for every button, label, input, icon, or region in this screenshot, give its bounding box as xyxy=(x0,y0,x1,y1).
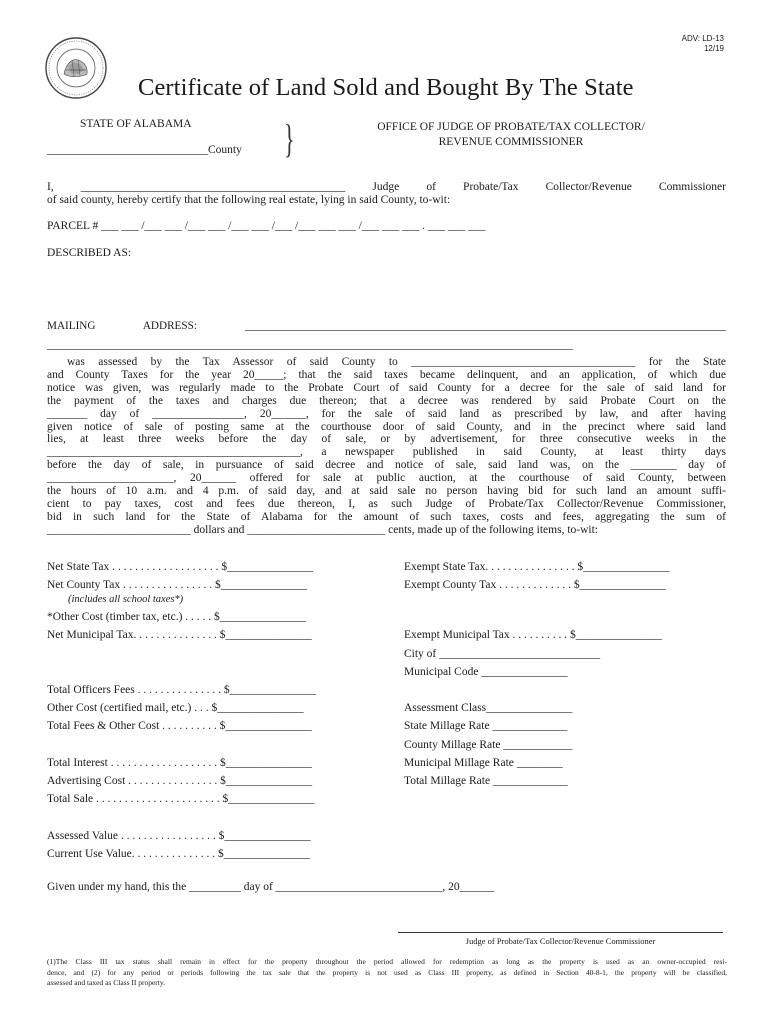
fee-item-field[interactable]: Total Interest . . . . . . . . . . . . . . . . . . . $_______________ xyxy=(47,757,312,769)
signature-line[interactable] xyxy=(398,932,723,933)
described-as-label: DESCRIBED AS: xyxy=(47,247,132,259)
exempt-item-field[interactable]: County Millage Rate ____________ xyxy=(404,739,573,751)
body-line: ____________________________________________, a newspaper published in said County, at least thirty days xyxy=(47,446,726,459)
footnote-line: (1)The Class III tax status shall remain in effect for the property throughout the period allowed for redemption as long as the property is used as an owner-occupied resi- xyxy=(47,957,727,966)
certify-line-2: of said county, hereby certify that the following real estate, lying in said County, to-wit: xyxy=(47,194,451,206)
body-line: and County Taxes for the year 20_____; that the said taxes became delinquent, and an application, of which due xyxy=(47,368,726,381)
exempt-item-field[interactable]: Assessment Class_______________ xyxy=(404,702,573,714)
fee-item-field[interactable]: Total Sale . . . . . . . . . . . . . . . . . . . . . . $_______________ xyxy=(47,793,315,805)
fee-item-field[interactable]: *Other Cost (timber tax, etc.) . . . . . $_______________ xyxy=(47,611,307,623)
exempt-item-field[interactable]: Municipal Code _______________ xyxy=(404,666,568,678)
fee-item-field[interactable]: Assessed Value . . . . . . . . . . . . . . . . . $_______________ xyxy=(47,830,311,842)
body-line: notice was given, was regularly made to the Probate Court of said County for a decree for the sale of said land for xyxy=(47,381,726,394)
body-line: _______ day of ________________, 20______, for the sale of said land as prescribed by law, and after having xyxy=(47,407,726,420)
fee-item-field[interactable]: Other Cost (certified mail, etc.) . . . $_______________ xyxy=(47,702,304,714)
state-label: STATE OF ALABAMA xyxy=(80,118,192,130)
exempt-item-field[interactable]: State Millage Rate _____________ xyxy=(404,720,568,732)
fee-item-field[interactable]: Net County Tax . . . . . . . . . . . . . . . . $_______________ xyxy=(47,579,307,591)
page-title: Certificate of Land Sold and Bought By The State xyxy=(138,74,634,101)
body-line: the payment of the taxes and charges due thereon; that a decree was rendered by said Probate Court on the xyxy=(47,394,726,407)
fee-item-field[interactable]: Total Officers Fees . . . . . . . . . . . . . . . $_______________ xyxy=(47,684,316,696)
exempt-item-field[interactable]: Exempt Municipal Tax . . . . . . . . . . $_______________ xyxy=(404,629,663,641)
exempt-item-field[interactable]: Exempt County Tax . . . . . . . . . . . . . $_______________ xyxy=(404,579,666,591)
brace-divider: } xyxy=(284,116,295,161)
body-line: the hours of 10 a.m. and 4 p.m. of said day, and at said sale no person having bid for such land an amount suffi- xyxy=(47,485,726,497)
given-under-hand-field[interactable]: Given under my hand, this the _________ day of _____________________________, 20______ xyxy=(47,881,495,893)
fee-item-field[interactable]: Total Fees & Other Cost . . . . . . . . . . $_______________ xyxy=(47,720,312,732)
fee-item-field[interactable]: Advertising Cost . . . . . . . . . . . . . . . . $_______________ xyxy=(47,775,313,787)
form-id xyxy=(682,34,724,54)
certify-line-1[interactable]: I, ______________________________________________ Judge of Probate/Tax Collector/Revenue Commissioner xyxy=(47,181,726,193)
footnote xyxy=(47,957,727,989)
county-tax-note: (includes all school taxes*) xyxy=(68,594,184,605)
exempt-item-field[interactable]: Total Millage Rate _____________ xyxy=(404,775,568,787)
body-line: bid in such land for the State of Alabama for the amount of such taxes, costs and fees, aggregating the sum of xyxy=(47,510,726,523)
body-line: was assessed by the Tax Assessor of said County to _______________________________________ for the State xyxy=(67,356,726,368)
form-date: 12/19 xyxy=(703,44,724,53)
body-line: cient to pay taxes, cost and fees due thereon, I, as such Judge of Probate/Tax Collector/Revenue Commissioner, xyxy=(47,497,726,510)
fee-item-field[interactable]: Net State Tax . . . . . . . . . . . . . . . . . . . $_______________ xyxy=(47,561,314,573)
county-field[interactable]: ____________________________County xyxy=(47,144,242,156)
office-line-2: REVENUE COMMISSIONER xyxy=(438,136,584,148)
footnote-line: assessed and taxed as Class II property. xyxy=(47,978,166,987)
body-line: given notice of sale of posting same at the courthouse door of said County, and in the precinct where said land xyxy=(47,420,726,433)
state-seal-icon xyxy=(44,36,108,100)
parcel-number-field[interactable]: PARCEL # ___ ___ /___ ___ /___ ___ /___ ___ /___ /___ ___ ___ /___ ___ ___ . ___ ___ ___ xyxy=(47,220,486,232)
exempt-item-field[interactable]: Municipal Millage Rate ________ xyxy=(404,757,563,769)
office-line-1: OFFICE OF JUDGE OF PROBATE/TAX COLLECTOR/ xyxy=(377,121,645,133)
footnote-line: dence, and (2) for any period or periods following the tax sale that the property is not used as Class III property, as defined in Section 40-8-1, the property will be classified, xyxy=(47,967,727,977)
body-line: ______________________, 20______ offered for sale at public auction, at the courthouse of said County, between xyxy=(47,472,726,485)
form-code: ADV: LD-13 xyxy=(681,34,724,43)
body-line: lies, at least three weeks before the day of sale, or by advertisement, for three consecutive weeks in the xyxy=(47,433,726,446)
body-line: before the day of sale, in pursuance of said decree and notice of sale, said land was, on the ________ day of xyxy=(47,459,726,472)
fee-item-field[interactable]: Current Use Value. . . . . . . . . . . . . . . $_______________ xyxy=(47,848,310,860)
mailing-address-field[interactable]: MAILING ADDRESS: ______________________________________________________________________________________ xyxy=(47,320,726,332)
fee-item-field[interactable]: Net Municipal Tax. . . . . . . . . . . . . . . $_______________ xyxy=(47,629,312,641)
exempt-item-field[interactable]: Exempt State Tax. . . . . . . . . . . . . . . . $_______________ xyxy=(404,561,670,573)
body-line: _________________________ dollars and ________________________ cents, made up of the following items, to-wit: xyxy=(47,523,598,536)
signature-caption: Judge of Probate/Tax Collector/Revenue Commissioner xyxy=(465,936,656,946)
mailing-address-line-2[interactable]: ______________________________________________________________________________________________ xyxy=(47,339,573,351)
exempt-item-field[interactable]: City of ____________________________ xyxy=(404,648,601,660)
